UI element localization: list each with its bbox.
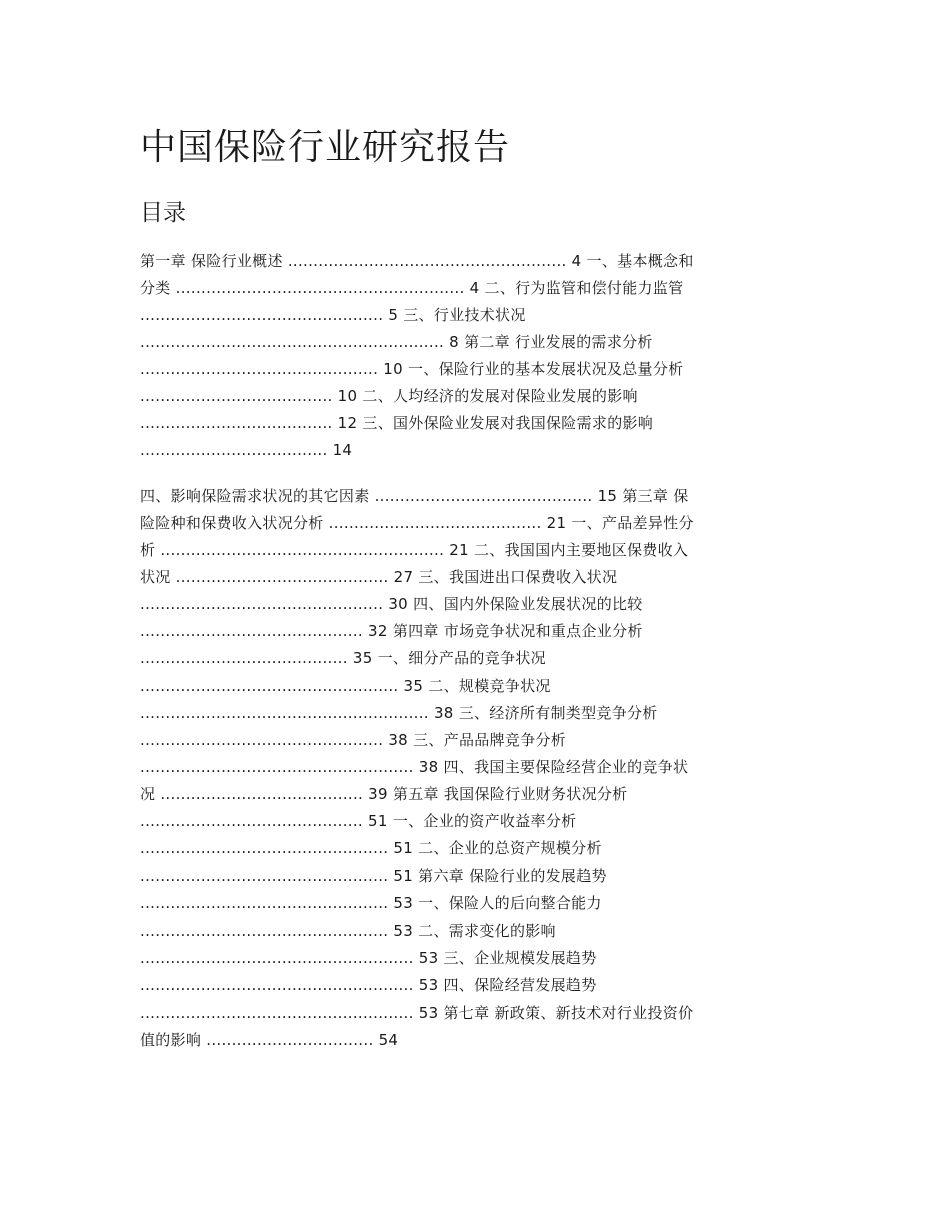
toc-line[interactable]: ............................................ 51 一、企业的资产收益率分析 [140, 812, 577, 830]
toc-line[interactable]: ...................................... 10 二、人均经济的发展对保险业发展的影响 [140, 387, 638, 405]
toc-line[interactable]: ................................................. 51 第六章 保险行业的发展趋势 [140, 867, 607, 885]
toc-line[interactable]: ................................................ 5 三、行业技术状况 [140, 306, 526, 324]
toc-line[interactable]: 值的影响 ................................. 54 [140, 1031, 399, 1049]
toc-line[interactable]: ................................................ 38 三、产品品牌竞争分析 [140, 731, 567, 749]
toc-line[interactable]: ............................................... 10 一、保险行业的基本发展状况及总量分析 [140, 360, 684, 378]
toc-line[interactable]: ................................................ 30 四、国内外保险业发展状况的比较 [140, 595, 643, 613]
toc-line[interactable]: 析 ........................................................ 21 二、我国国内主要地区保费收入 [140, 541, 689, 559]
toc-line[interactable]: 第一章 保险行业概述 ....................................................... 4 一、基本概念和 [140, 252, 694, 270]
toc-line[interactable]: 状况 .......................................... 27 三、我国进出口保费收入状况 [140, 568, 618, 586]
toc-line[interactable]: ................................................... 35 二、规模竞争状况 [140, 677, 551, 695]
toc-line[interactable]: ......................................................... 38 三、经济所有制类型竞争分析 [140, 704, 658, 722]
toc-line[interactable]: 险险种和保费收入状况分析 .......................................... 21 一、产品差异性分 [140, 514, 694, 532]
toc-line[interactable]: ...................................................... 53 第七章 新政策、新技术对行业投资价 [140, 1004, 694, 1022]
toc-line[interactable]: ......................................... 35 一、细分产品的竞争状况 [140, 649, 546, 667]
document-title: 中国保险行业研究报告 [140, 127, 511, 168]
toc-line[interactable]: 况 ........................................ 39 第五章 我国保险行业财务状况分析 [140, 785, 628, 803]
toc-line[interactable]: 分类 ......................................................... 4 二、行为监管和偿付能力监管 [140, 279, 684, 297]
toc-line[interactable]: ................................................. 51 二、企业的总资产规模分析 [140, 839, 602, 857]
toc-line[interactable]: ............................................ 32 第四章 市场竞争状况和重点企业分析 [140, 622, 643, 640]
toc-line[interactable]: 四、影响保险需求状况的其它因素 ........................................... 15 第三章 保 [140, 487, 689, 505]
toc-line[interactable]: ...................................................... 53 三、企业规模发展趋势 [140, 949, 597, 967]
toc-line[interactable]: ............................................................ 8 第二章 行业发展的需求分析 [140, 333, 653, 351]
toc-line[interactable]: ...................................... 12 三、国外保险业发展对我国保险需求的影响 [140, 414, 654, 432]
toc-line[interactable]: ................................................. 53 一、保险人的后向整合能力 [140, 894, 602, 912]
toc-line[interactable]: ...................................................... 38 四、我国主要保险经营企业的竞争状 [140, 758, 689, 776]
toc-line[interactable]: ................................................. 53 二、需求变化的影响 [140, 922, 556, 940]
toc-line[interactable]: ..................................... 14 [140, 441, 353, 459]
toc-heading: 目录 [140, 200, 186, 226]
toc-line[interactable]: ...................................................... 53 四、保险经营发展趋势 [140, 976, 597, 994]
